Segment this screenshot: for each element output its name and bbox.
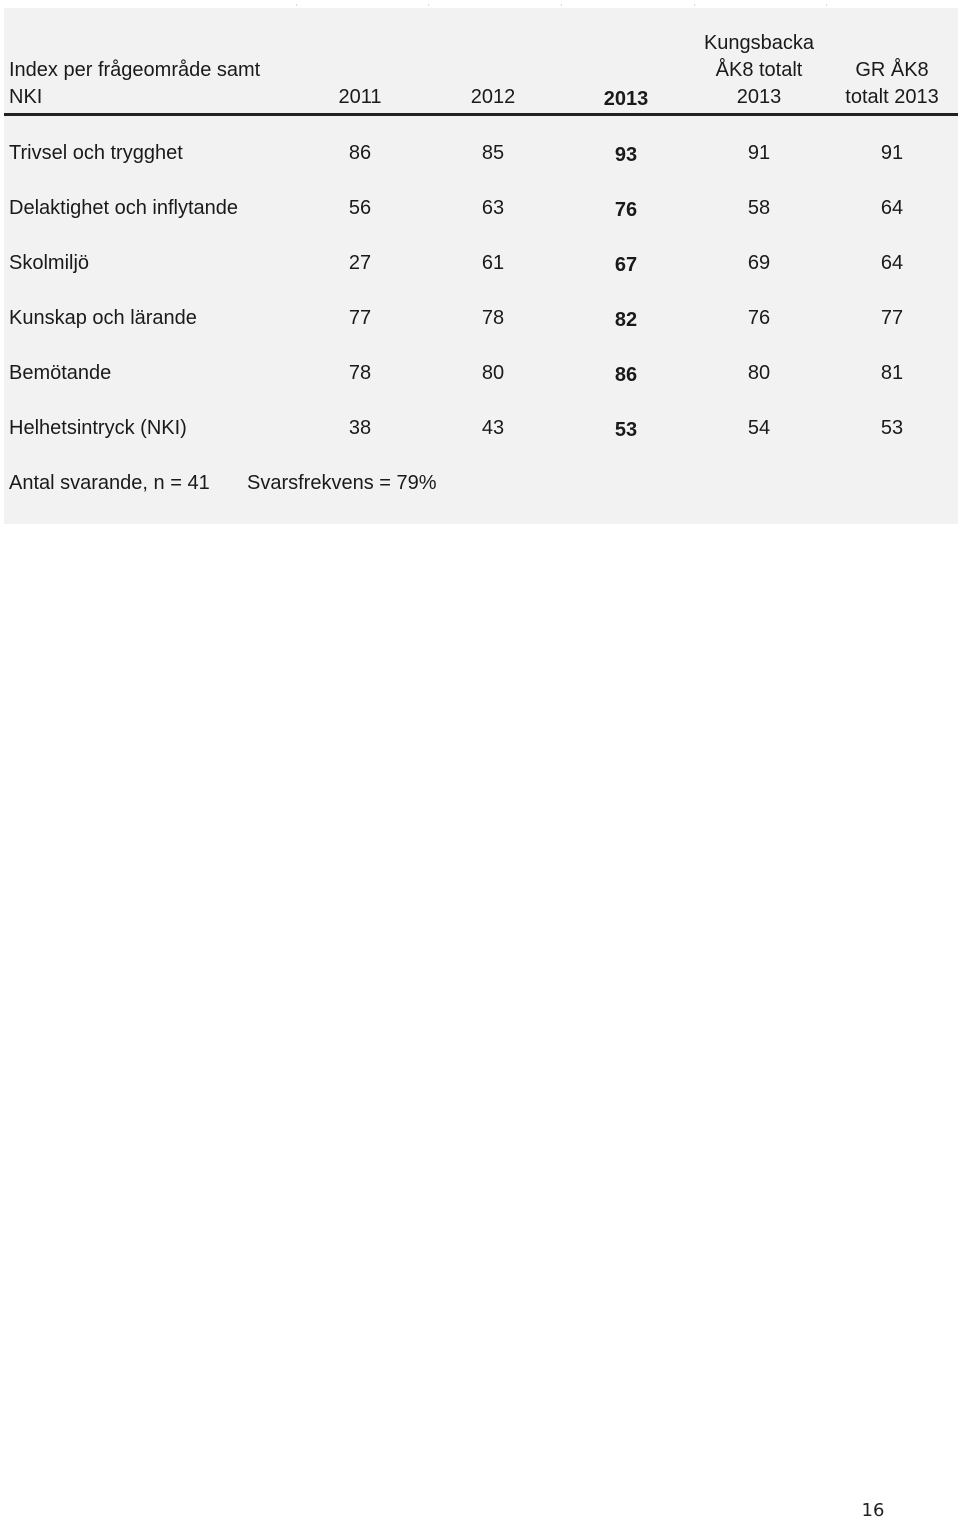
cell-gr: 91 <box>880 142 904 164</box>
table-row <box>4 358 958 388</box>
cell-kungsbacka: 54 <box>747 417 771 439</box>
header-kungsbacka-line1: Kungsbacka <box>703 32 815 54</box>
top-edge-marks <box>0 0 960 8</box>
header-2013: 2013 <box>603 88 649 110</box>
cell-2011: 38 <box>348 417 372 439</box>
cell-2013: 93 <box>614 144 638 166</box>
table-row <box>4 193 958 223</box>
row-label: Kunskap och lärande <box>9 307 197 329</box>
cell-2012: 43 <box>481 417 505 439</box>
header-label-line2: NKI <box>9 86 43 108</box>
cell-kungsbacka: 91 <box>747 142 771 164</box>
cell-gr: 64 <box>880 252 904 274</box>
header-gr-line2: totalt 2013 <box>845 86 939 108</box>
cell-2012: 85 <box>481 142 505 164</box>
cell-2012: 61 <box>481 252 505 274</box>
cell-kungsbacka: 58 <box>747 197 771 219</box>
cell-kungsbacka: 80 <box>747 362 771 384</box>
row-label: Bemötande <box>9 362 112 384</box>
page-number: 16 <box>861 1500 885 1521</box>
table-header <box>4 8 958 116</box>
cell-gr: 81 <box>880 362 904 384</box>
cell-2012: 63 <box>481 197 505 219</box>
cell-2012: 78 <box>481 307 505 329</box>
cell-gr: 53 <box>880 417 904 439</box>
header-2012: 2012 <box>470 86 516 108</box>
cell-2011: 77 <box>348 307 372 329</box>
cell-2013: 86 <box>614 364 638 386</box>
table-row <box>4 413 958 443</box>
respondents-count: Antal svarande, n = 41 <box>9 472 210 494</box>
table-row <box>4 138 958 168</box>
row-label: Skolmiljö <box>9 252 90 274</box>
cell-2012: 80 <box>481 362 505 384</box>
cell-2011: 78 <box>348 362 372 384</box>
header-label-line1: Index per frågeområde samt <box>9 59 261 81</box>
cell-2013: 76 <box>614 199 638 221</box>
row-label: Trivsel och trygghet <box>9 142 183 164</box>
header-kungsbacka-line2: ÅK8 totalt <box>715 59 803 81</box>
table-row <box>4 303 958 333</box>
cell-2013: 53 <box>614 419 638 441</box>
header-gr-line1: GR ÅK8 <box>855 59 929 81</box>
response-rate: Svarsfrekvens = 79% <box>247 472 437 494</box>
cell-2013: 67 <box>614 254 638 276</box>
cell-gr: 64 <box>880 197 904 219</box>
cell-2011: 86 <box>348 142 372 164</box>
row-label: Delaktighet och inflytande <box>9 197 239 219</box>
cell-kungsbacka: 69 <box>747 252 771 274</box>
header-2011: 2011 <box>338 86 382 108</box>
cell-2013: 82 <box>614 309 638 331</box>
cell-kungsbacka: 76 <box>747 307 771 329</box>
index-table <box>4 8 958 524</box>
row-label: Helhetsintryck (NKI) <box>9 417 187 439</box>
cell-2011: 56 <box>348 197 372 219</box>
table-row <box>4 248 958 278</box>
cell-gr: 77 <box>880 307 904 329</box>
cell-2011: 27 <box>348 252 372 274</box>
header-kungsbacka-line3: 2013 <box>736 86 782 108</box>
